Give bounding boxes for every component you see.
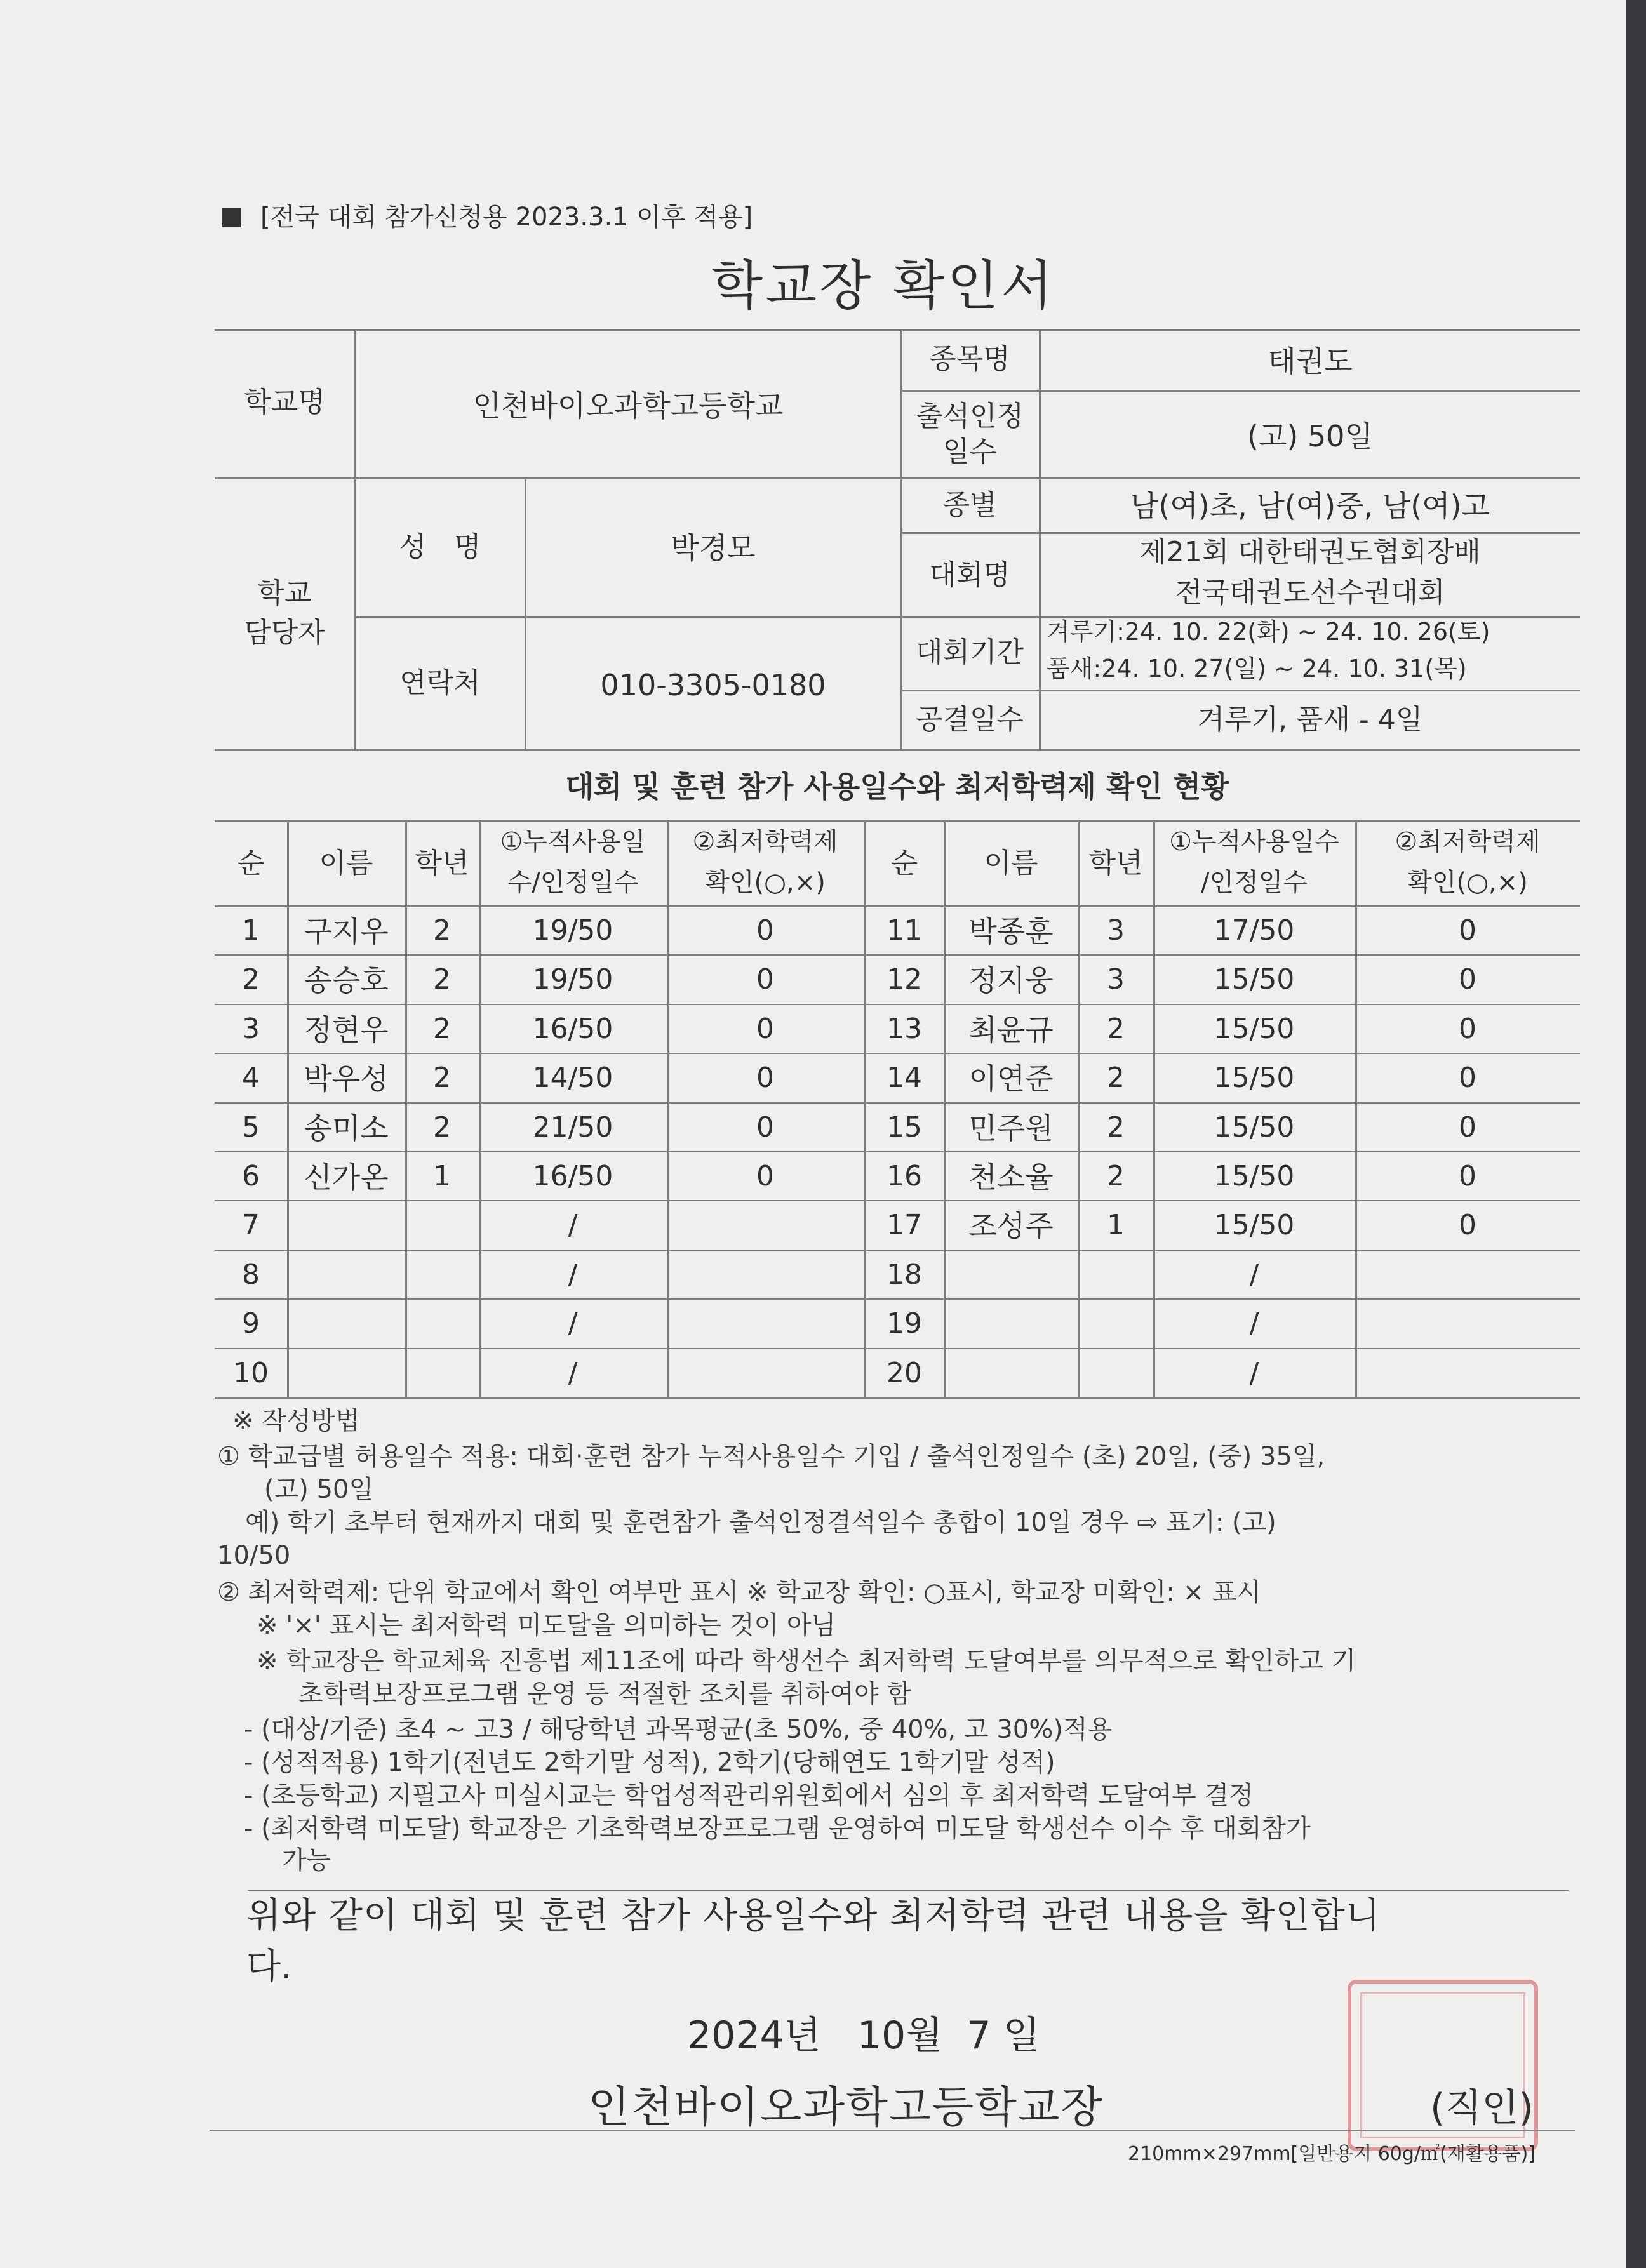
- table-cell-grade: 2: [433, 914, 451, 947]
- label-school-name: 학교명: [244, 386, 325, 418]
- table-cell-no: 2: [242, 963, 260, 996]
- table-cell-grade: 2: [433, 1062, 451, 1094]
- rule: [215, 1053, 1580, 1054]
- person-name-value: 박경모: [671, 531, 756, 565]
- rule: [215, 905, 1580, 907]
- table-cell-name: 박종훈: [968, 914, 1054, 949]
- table-cell-name: 천소율: [968, 1160, 1054, 1194]
- table-cell-no: 17: [887, 1209, 922, 1241]
- table-cell-usage: 19/50: [532, 963, 613, 996]
- label-attendance-days: 출석인정 일수: [915, 400, 1024, 468]
- note-line: 10/50: [217, 1541, 291, 1570]
- table-cell-grade: 3: [1107, 963, 1125, 996]
- label-event: 종목명: [929, 343, 1010, 375]
- rule: [248, 1890, 1569, 1891]
- table-cell-usage: 15/50: [1214, 1013, 1295, 1045]
- section-title: 대회 및 훈련 참가 사용일수와 최저학력제 확인 현황: [565, 770, 1229, 804]
- label-absence-days: 공결일수: [915, 704, 1024, 736]
- table-cell-check: 0: [1459, 914, 1476, 947]
- table-cell-check: 0: [756, 1013, 774, 1045]
- rule: [356, 616, 900, 618]
- page-edge: [1626, 0, 1646, 2268]
- table-cell-name: 정현우: [304, 1013, 389, 1047]
- table-cell-usage: 16/50: [532, 1013, 613, 1045]
- rule: [215, 1250, 1580, 1251]
- period-value-line1: 겨루기:24. 10. 22(화) ~ 24. 10. 26(토): [1047, 618, 1490, 646]
- table-cell-check: 0: [756, 1062, 774, 1094]
- rule: [210, 2130, 1575, 2131]
- note-line: 초학력보장프로그램 운영 등 적절한 조치를 취하여야 함: [298, 1679, 912, 1709]
- table-cell-no: 13: [887, 1013, 922, 1045]
- note-line: - (최저학력 미도달) 학교장은 기초학력보장프로그램 운영하여 미도달 학생선수 이수 후 대회참가: [244, 1814, 1311, 1843]
- table-cell-check: 0: [1459, 1013, 1476, 1045]
- table-cell-no: 9: [242, 1307, 260, 1340]
- table-cell-grade: 2: [1107, 1160, 1125, 1192]
- rule: [215, 1102, 1580, 1104]
- table-cell-check: 0: [1459, 1062, 1476, 1094]
- note-line: - (대상/기준) 초4 ~ 고3 / 해당학년 과목평균(초 50%, 중 40%, 고 30%)적용: [244, 1715, 1113, 1744]
- absence-days-value: 겨루기, 품새 - 4일: [1197, 704, 1423, 736]
- bullet-square-icon: [222, 208, 241, 227]
- col-usage-left-line2: 수/인정일수: [507, 868, 639, 897]
- paper-size: 210mm×297mm[일반용지 60g/㎡(재활용품)]: [1128, 2143, 1536, 2165]
- table-cell-check: 0: [756, 1111, 774, 1144]
- table-cell-usage: 17/50: [1214, 914, 1295, 947]
- note-line: - (성적적용) 1학기(전년도 2학기말 성적), 2학기(당해연도 1학기말 성적): [244, 1748, 1055, 1777]
- note-line: ※ 학교장은 학교체육 진흥법 제11조에 따라 학생선수 최저학력 도달여부를 의무적으로 확인하고 기: [257, 1646, 1356, 1676]
- period-value-line2: 품새:24. 10. 27(일) ~ 24. 10. 31(목): [1047, 655, 1467, 683]
- signer: 인천바이오과학고등학교장: [588, 2083, 1104, 2133]
- event-value: 태권도: [1268, 344, 1353, 378]
- table-cell-usage: 15/50: [1214, 1062, 1295, 1094]
- table-cell-no: 20: [887, 1357, 922, 1389]
- label-period: 대회기간: [915, 636, 1024, 669]
- label-name: 성 명: [399, 531, 481, 563]
- table-cell-no: 19: [887, 1307, 922, 1340]
- competition-value-line1: 제21회 대한태권도협회장배: [1139, 536, 1481, 568]
- table-cell-name: 송미소: [304, 1111, 389, 1145]
- table-cell-grade: 2: [1107, 1062, 1125, 1094]
- table-cell-no: 11: [887, 914, 922, 947]
- rule: [215, 1298, 1580, 1300]
- rule: [900, 329, 902, 749]
- rule: [215, 477, 1580, 479]
- table-cell-usage: 16/50: [532, 1160, 613, 1192]
- label-category: 종별: [942, 489, 997, 521]
- rule: [215, 954, 1580, 956]
- note-line: ② 최저학력제: 단위 학교에서 확인 여부만 표시 ※ 학교장 확인: ○표시, 학교장 미확인: × 표시: [217, 1578, 1262, 1607]
- table-cell-grade: 1: [433, 1160, 451, 1192]
- table-cell-grade: 1: [1107, 1209, 1125, 1241]
- confirm-line1: 위와 같이 대회 및 훈련 참가 사용일수와 최저학력 관련 내용을 확인합니: [246, 1895, 1381, 1937]
- rule: [1355, 820, 1357, 1397]
- rule: [215, 329, 1580, 331]
- table-cell-usage: 14/50: [532, 1062, 613, 1094]
- table-cell-name: 조성주: [968, 1209, 1054, 1243]
- seal-label: (직인): [1430, 2086, 1534, 2130]
- table-cell-grade: 2: [433, 1111, 451, 1144]
- note-line: 예) 학기 초부터 현재까지 대회 및 훈련참가 출석인정결석일수 총합이 10일 경우 ⇨ 표기: (고): [245, 1508, 1276, 1537]
- rule: [405, 820, 407, 1397]
- table-cell-name: 최윤규: [968, 1013, 1054, 1047]
- rule: [215, 749, 1580, 751]
- date: 2024년 10월 7 일: [687, 2013, 1040, 2058]
- table-cell-check: 0: [756, 963, 774, 996]
- col-no-left: 순: [237, 847, 265, 879]
- rule: [1078, 820, 1080, 1397]
- col-usage-left-line1: ①누적사용일: [500, 827, 646, 857]
- confirm-line2: 다.: [246, 1946, 292, 1987]
- rule: [215, 1348, 1580, 1349]
- label-competition: 대회명: [929, 559, 1010, 591]
- table-cell-no: 10: [233, 1357, 269, 1389]
- rule: [525, 477, 526, 749]
- table-cell-usage: /: [1249, 1307, 1259, 1340]
- table-cell-grade: 2: [1107, 1111, 1125, 1144]
- table-cell-usage: 15/50: [1214, 963, 1295, 996]
- col-grade-right: 학년: [1088, 847, 1143, 879]
- rule: [900, 390, 1580, 392]
- note-line: ① 학교급별 허용일수 적용: 대회·훈련 참가 누적사용일수 기입 / 출석인정일수 (초) 20일, (중) 35일,: [217, 1442, 1325, 1471]
- table-cell-usage: /: [1249, 1357, 1259, 1389]
- rule: [287, 820, 289, 1397]
- table-cell-grade: 3: [1107, 914, 1125, 947]
- table-cell-no: 3: [242, 1013, 260, 1045]
- rule: [215, 1200, 1580, 1201]
- table-cell-usage: /: [568, 1258, 578, 1291]
- page-title: 학교장 확인서: [711, 255, 1055, 317]
- table-cell-usage: /: [1249, 1258, 1259, 1291]
- table-cell-no: 12: [887, 963, 922, 996]
- school-name-value: 인천바이오과학고등학교: [472, 389, 784, 423]
- table-cell-name: 정지웅: [968, 963, 1054, 997]
- table-cell-usage: /: [568, 1357, 578, 1389]
- table-cell-no: 5: [242, 1111, 260, 1144]
- attendance-days-value: (고) 50일: [1247, 419, 1373, 453]
- label-person-in-charge: 학교 담당자: [244, 577, 325, 649]
- col-check-left-line1: ②최저학력제: [692, 827, 838, 857]
- rule: [944, 820, 946, 1397]
- col-check-right-line2: 확인(○,×): [1407, 868, 1528, 897]
- col-check-right-line1: ②최저학력제: [1395, 827, 1541, 857]
- table-cell-usage: 15/50: [1214, 1160, 1295, 1192]
- table-cell-name: 박우성: [304, 1062, 389, 1096]
- table-cell-no: 18: [887, 1258, 922, 1291]
- table-cell-no: 15: [887, 1111, 922, 1144]
- note-line: (고) 50일: [264, 1475, 374, 1504]
- table-cell-check: 0: [1459, 1160, 1476, 1192]
- table-cell-name: 신가온: [304, 1160, 389, 1194]
- table-cell-no: 6: [242, 1160, 260, 1192]
- header-tag: [전국 대회 참가신청용 2023.3.1 이후 적용]: [260, 203, 753, 232]
- table-cell-check: 0: [1459, 1111, 1476, 1144]
- table-cell-check: 0: [1459, 963, 1476, 996]
- contact-value: 010-3305-0180: [600, 668, 826, 702]
- table-cell-usage: /: [568, 1209, 578, 1241]
- table-cell-usage: 15/50: [1214, 1209, 1295, 1241]
- col-grade-left: 학년: [415, 847, 469, 879]
- rule: [667, 820, 669, 1397]
- table-cell-no: 14: [887, 1062, 922, 1094]
- col-check-left-line2: 확인(○,×): [705, 868, 826, 897]
- table-cell-name: 이연준: [968, 1062, 1054, 1096]
- table-cell-no: 8: [242, 1258, 260, 1291]
- rule: [215, 1397, 1580, 1399]
- table-cell-no: 7: [242, 1209, 260, 1241]
- label-contact: 연락처: [399, 667, 481, 699]
- table-cell-name: 구지우: [304, 914, 389, 949]
- table-cell-grade: 2: [433, 1013, 451, 1045]
- competition-value-line2: 전국태권도선수권대회: [1175, 577, 1445, 609]
- table-cell-check: 0: [756, 1160, 774, 1192]
- rule: [900, 532, 1580, 534]
- category-value: 남(여)초, 남(여)중, 남(여)고: [1130, 489, 1490, 523]
- table-cell-grade: 2: [433, 963, 451, 996]
- col-name-right: 이름: [984, 847, 1038, 879]
- col-no-right: 순: [890, 847, 918, 879]
- table-cell-check: 0: [1459, 1209, 1476, 1241]
- note-line: ※ '×' 표시는 최저학력 미도달을 의미하는 것이 아님: [257, 1611, 836, 1640]
- table-cell-grade: 2: [1107, 1013, 1125, 1045]
- rule: [215, 820, 1580, 822]
- note-line: ※ 작성방법: [232, 1406, 360, 1436]
- rule: [215, 1004, 1580, 1005]
- col-name-left: 이름: [319, 847, 373, 879]
- note-line: - (초등학교) 지필고사 미실시교는 학업성적관리위원회에서 심의 후 최저학력 도달여부 결정: [244, 1781, 1254, 1810]
- rule: [215, 1151, 1580, 1152]
- table-cell-usage: /: [568, 1307, 578, 1340]
- col-usage-right-line1: ①누적사용일수: [1169, 827, 1339, 857]
- table-cell-no: 4: [242, 1062, 260, 1094]
- table-cell-name: 송승호: [304, 963, 389, 997]
- table-cell-no: 1: [242, 914, 260, 947]
- col-usage-right-line2: /인정일수: [1200, 868, 1308, 897]
- rule: [900, 690, 1580, 691]
- note-line: 가능: [282, 1846, 331, 1875]
- table-cell-usage: 19/50: [532, 914, 613, 947]
- table-cell-usage: 15/50: [1214, 1111, 1295, 1144]
- table-cell-no: 16: [887, 1160, 922, 1192]
- table-cell-usage: 21/50: [532, 1111, 613, 1144]
- table-cell-name: 민주원: [968, 1111, 1054, 1145]
- table-cell-check: 0: [756, 914, 774, 947]
